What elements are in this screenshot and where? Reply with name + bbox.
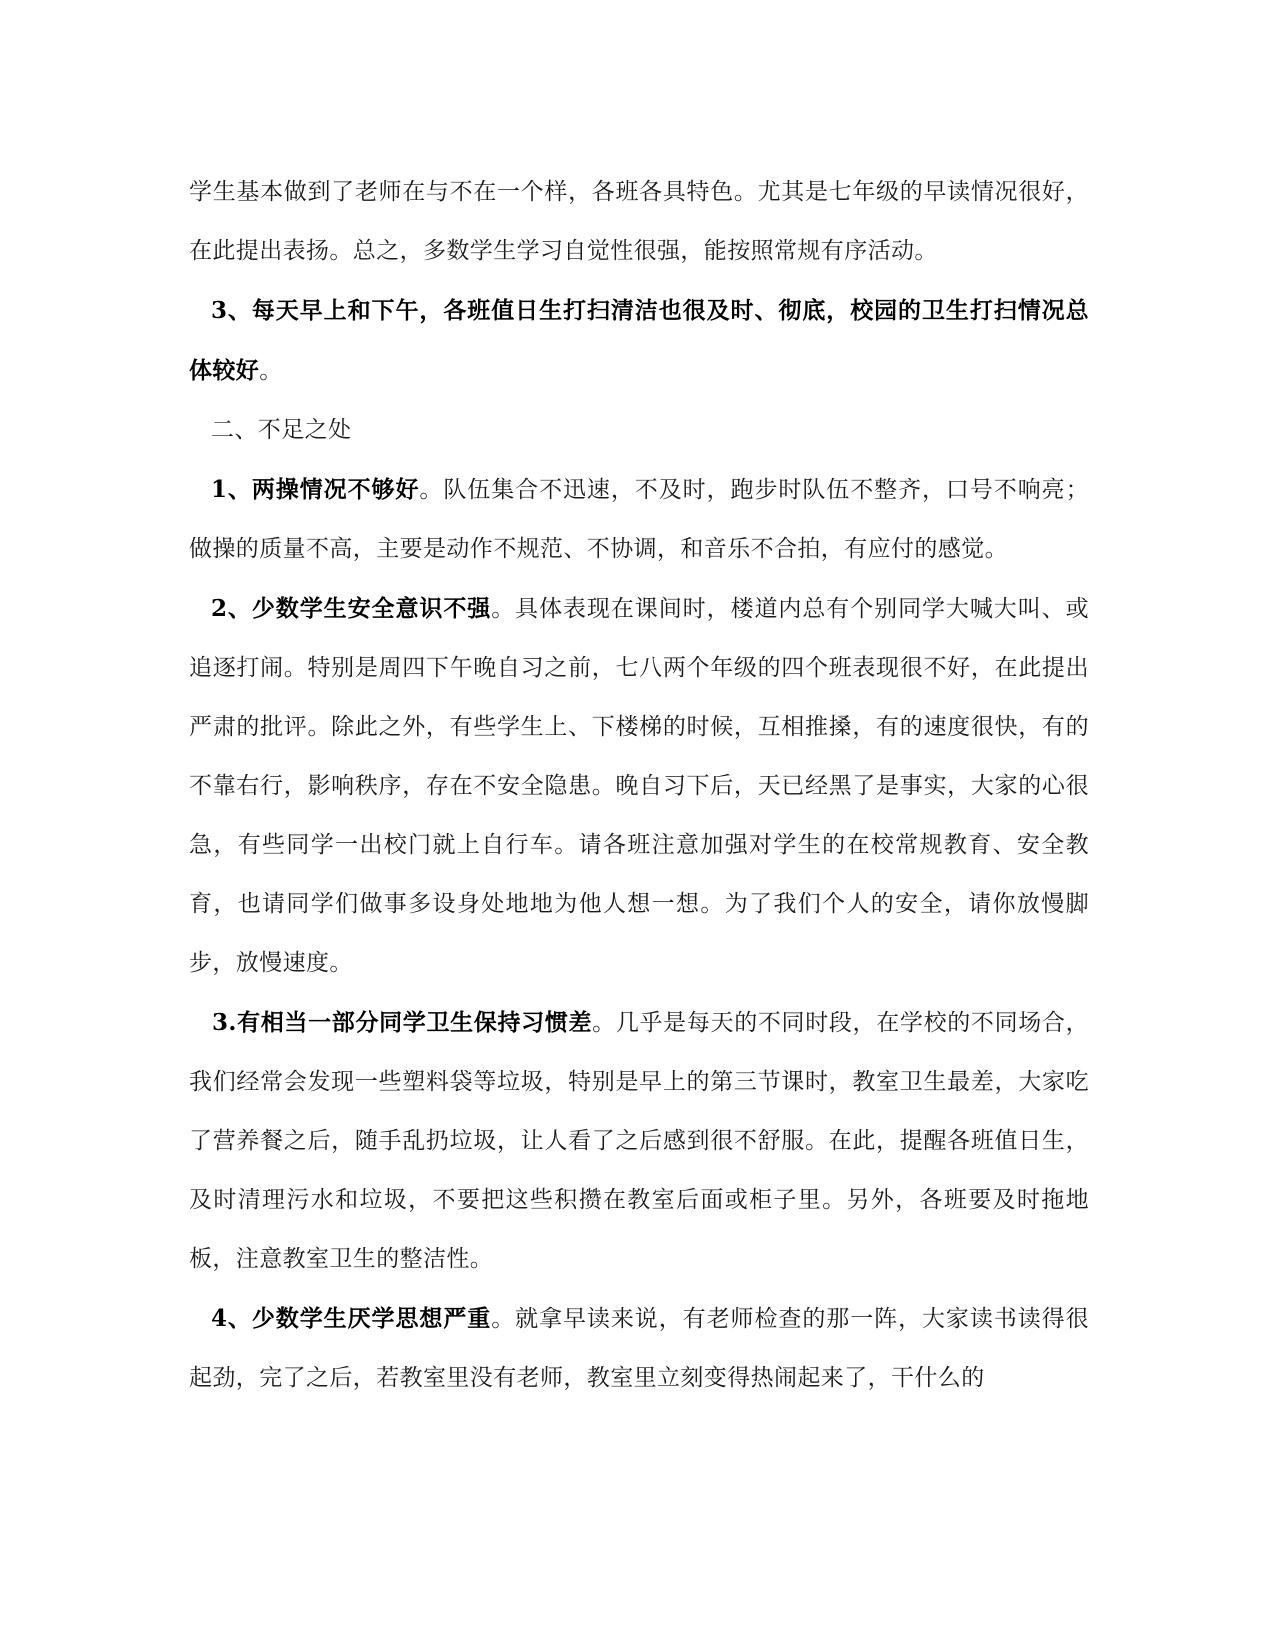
paragraph-text: 。 bbox=[259, 358, 283, 384]
paragraph-heading: 1、两操情况不够好 bbox=[211, 476, 420, 503]
document-page bbox=[189, 163, 1089, 1408]
paragraph-text: 。就拿早读来说，有老师检查的那一阵，大家读书读得很起劲，完了之后，若教室里没有老师，教室里立刻变得热闹起来了，干什么的 bbox=[189, 1306, 1089, 1391]
paragraph-heading: 2、少数学生安全意识不强 bbox=[211, 595, 492, 622]
paragraph-point-4-study-attitude bbox=[189, 1289, 1089, 1408]
paragraph-heading: 4、少数学生厌学思想严重 bbox=[211, 1305, 492, 1332]
paragraph-continuation bbox=[189, 163, 1089, 281]
paragraph-text: 学生基本做到了老师在与不在一个样，各班各具特色。尤其是七年级的早读情况很好，在此提出表扬。总之，多数学生学习自觉性很强，能按照常规有序活动。 bbox=[189, 179, 1089, 264]
paragraph-text: 。几乎是每天的不同时段，在学校的不同场合，我们经常会发现一些塑料袋等垃圾，特别是早上的第三节课时，教室卫生最差，大家吃了营养餐之后，随手乱扔垃圾，让人看了之后感到很不舒服。在此，提醒各班值日生，及时清理污水和垃圾，不要把这些积攒在教室后面或柜子里。另外，各班要及时拖地板，注意教室卫生的整洁性。 bbox=[189, 1010, 1090, 1272]
paragraph-heading: 3、每天早上和下午，各班值日生打扫清洁也很及时、彻底，校园的卫生打扫情况总体较好 bbox=[189, 297, 1089, 384]
paragraph-heading: 3.有相当一部分同学卫生保持习惯差 bbox=[212, 1009, 593, 1036]
paragraph-text: 。具体表现在课间时，楼道内总有个别同学大喊大叫、或追逐打闹。特别是周四下午晚自习之前，七八两个年级的四个班表现很不好，在此提出严肃的批评。除此之外，有些学生上、下楼梯的时候，互相推搡，有的速度很快，有的不靠右行，影响秩序，存在不安全隐患。晚自习下后，天已经黑了是事实，大家的心很急，有些同学一出校门就上自行车。请各班注意加强对学生的在校常规教育、安全教育，也请同学们做事多设身处地地为他人想一想。为了我们个人的安全，请你放慢脚步，放慢速度。 bbox=[189, 596, 1089, 976]
paragraph-point-1-exercises bbox=[189, 460, 1089, 579]
section-heading-text: 二、不足之处 bbox=[211, 417, 352, 443]
paragraph-text: 。队伍集合不迅速，不及时，跑步时队伍不整齐，口号不响亮；做操的质量不高，主要是动作不规范、不协调，和音乐不合拍，有应付的感觉。 bbox=[189, 477, 1089, 562]
paragraph-point-2-safety bbox=[189, 579, 1089, 993]
section-heading-shortcomings bbox=[189, 401, 1089, 460]
paragraph-point-3-hygiene-good bbox=[189, 281, 1089, 401]
paragraph-point-3-hygiene-habits bbox=[189, 993, 1089, 1289]
